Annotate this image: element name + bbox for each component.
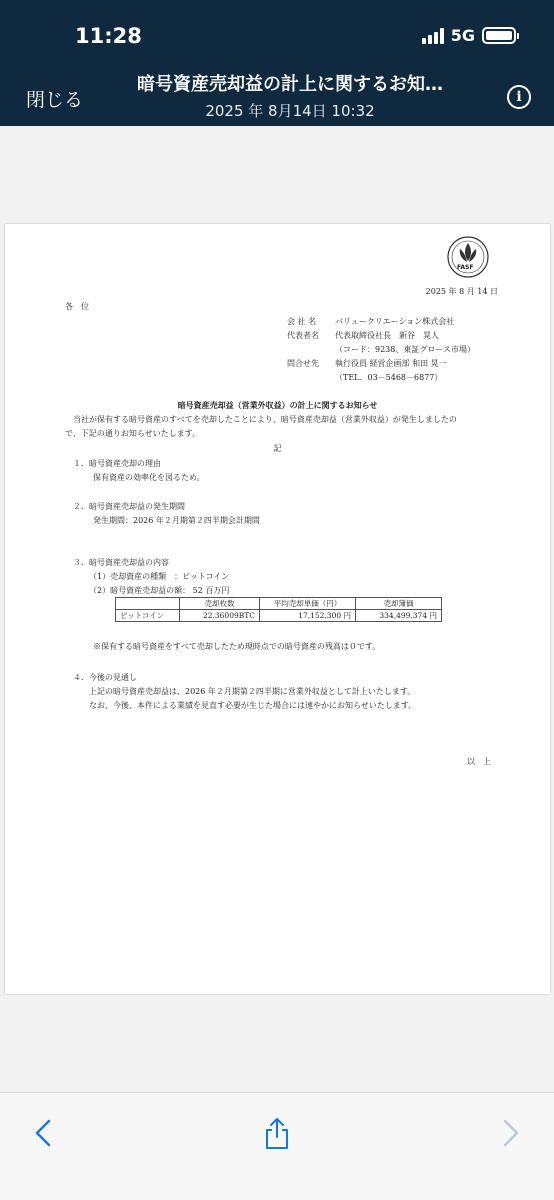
share-icon[interactable] [257, 1115, 297, 1151]
table-header: 売却簿価 [356, 598, 442, 610]
table-header: 売却枚数 [180, 598, 260, 610]
company-code: （コード：9238、東証グロース市場） [335, 345, 475, 354]
section-3-title: ３．暗号資産売却益の内容 [73, 558, 169, 567]
company-label: 会 社 名 [287, 317, 317, 326]
table-header-row [116, 598, 442, 610]
page-title: 暗号資産売却益の計上に関するお知… [137, 74, 443, 95]
section-2-body: 発生期間：2026 年２月期第２四半期会計期間 [93, 516, 260, 525]
section-4-body-1: 上記の暗号資産売却益は、2026 年２月期第２四半期に営業外収益として計上いたします。 [89, 687, 416, 696]
section-3-item-1: （1）売却資産の種類 ：ビットコイン [89, 572, 230, 581]
table-header [116, 598, 180, 610]
representative-label: 代表者名 [287, 331, 319, 340]
close-button[interactable]: 閉じる [26, 89, 84, 111]
network-type: 5G [450, 26, 475, 45]
status-time: 11:28 [75, 24, 142, 48]
table-cell: 334,499,374 円 [356, 610, 442, 622]
signal-icon [422, 28, 444, 44]
section-3-item-2: （2）暗号資産売却益の額： 52 百万円 [89, 586, 230, 595]
fasf-logo [446, 235, 490, 279]
section-2-title: ２．暗号資産売却益の発生期間 [73, 502, 185, 511]
company-name: バリュークリエーション株式会社 [335, 317, 455, 326]
intro-line-2: で、下記の通りお知らせいたします。 [65, 429, 200, 438]
addressee: 各 位 [65, 302, 89, 311]
table-cell: ビットコイン [116, 610, 180, 622]
note: ※保有する暗号資産をすべて売却したため現時点での暗号資産の残高は０です。 [93, 642, 381, 651]
table-row [116, 610, 442, 622]
info-icon[interactable]: i [507, 85, 531, 109]
document-page [5, 224, 550, 994]
ki-marker: 記 [273, 444, 282, 453]
doc-date: 2025 年 8 月 14 日 [425, 287, 498, 296]
section-1-body: 保有資産の効率化を図るため。 [93, 473, 205, 482]
contact-person: 執行役員 経営企画部 和田 晃一 [335, 359, 447, 368]
section-4-body-2: なお、今後、本件による業績を見直す必要が生じた場合には速やかにお知らせいたします。 [89, 701, 417, 710]
section-1-title: １．暗号資産売却の理由 [73, 459, 161, 468]
logo-text: FASF [457, 264, 474, 271]
table-cell: 17,152,300 円 [260, 610, 356, 622]
table-cell: 22.36009BTC [180, 610, 260, 622]
bottom-toolbar [0, 1092, 554, 1200]
table-header: 平均売却単価（円） [260, 598, 356, 610]
chevron-left-icon[interactable] [24, 1115, 64, 1151]
representative-name: 代表取締役社長 新谷 晃人 [335, 331, 439, 340]
document-title: 暗号資産売却益（営業外収益）の計上に関するお知らせ [177, 400, 378, 410]
chevron-right-icon[interactable] [490, 1115, 530, 1151]
closing-mark: 以 上 [467, 757, 491, 766]
status-indicators [422, 26, 516, 45]
page-subtitle-date: 2025 年 8月14日 10:32 [205, 102, 375, 120]
contact-tel: （TEL．03－5468－6877） [335, 373, 443, 382]
top-navigation-bar [0, 0, 554, 126]
battery-icon [482, 27, 516, 44]
contact-label: 問合せ先 [287, 359, 319, 368]
section-4-title: ４．今後の見通し [73, 673, 137, 682]
sales-table [115, 597, 442, 622]
intro-line-1: 当社が保有する暗号資産のすべてを売却したことにより、暗号資産売却益（営業外収益）が発生しましたの [73, 415, 457, 424]
